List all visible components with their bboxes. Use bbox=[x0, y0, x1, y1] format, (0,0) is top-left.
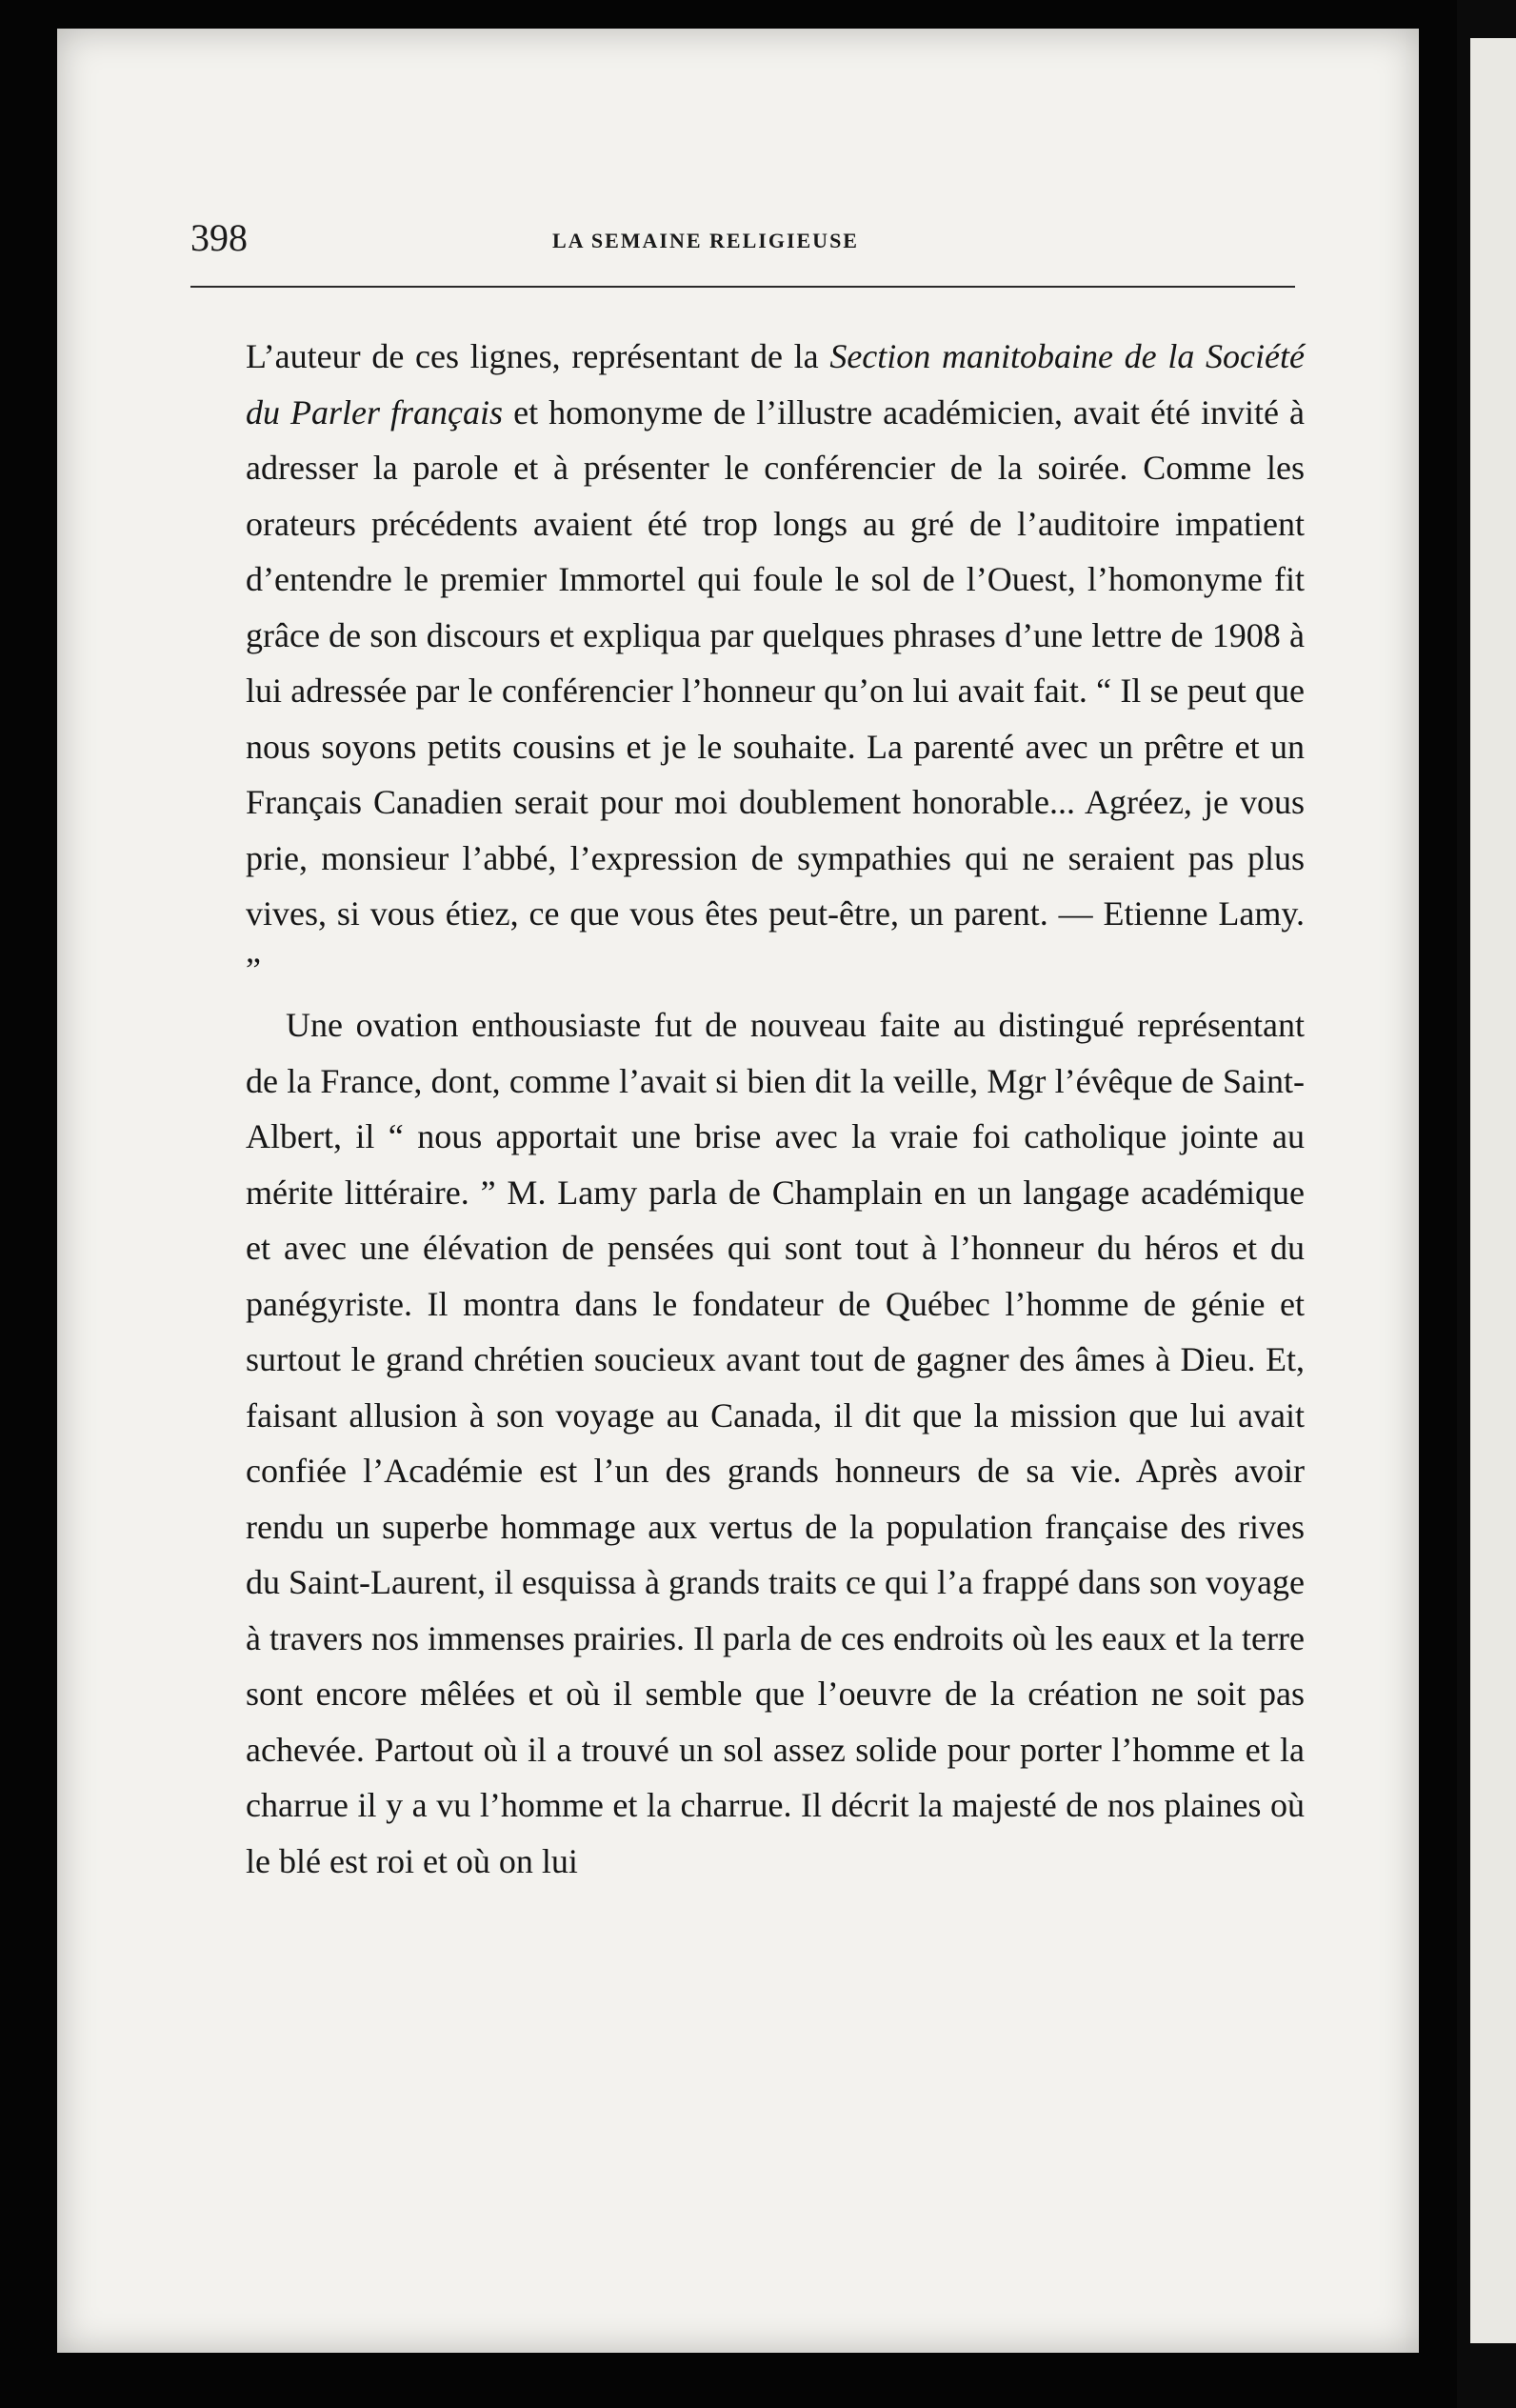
facing-page-edge bbox=[1457, 0, 1516, 2408]
page-number: 398 bbox=[190, 216, 248, 259]
page-header bbox=[190, 215, 1295, 272]
running-head: LA SEMAINE RELIGIEUSE bbox=[552, 229, 859, 252]
body-text bbox=[246, 329, 1305, 1889]
paragraph-1-lead: L’auteur de ces lignes, représentant de la bbox=[246, 337, 830, 375]
facing-page-sliver bbox=[1470, 38, 1516, 2343]
paragraph-1-italic: Section manitobaine de la Société du Parler français bbox=[246, 337, 1305, 431]
paragraph-1-rest: et homonyme de l’illustre académicien, avait été invité à adresser la parole et à présenter le conférencier de la soirée. Comme les orateurs précédents avaient été trop longs au gré de l’auditoire impatient d’entendre le premier Immortel qui foule le sol de l’Ouest, l’homonyme fit grâce de son discours et expliqua par quelques phrases d’une lettre de 1908 à lui adressée par le conférencier l’honneur qu’on lui avait fait. “ Il se peut que nous soyons petits cousins et je le souhaite. La parenté avec un prêtre et un Français Canadien serait pour moi doublement honorable... Agréez, je vous prie, monsieur l’abbé, l’expression de sympathies qui ne seraient pas plus vives, si vous étiez, ce que vous êtes peut-être, un parent. — Etienne Lamy. ” bbox=[246, 392, 1305, 989]
paragraph-1 bbox=[246, 329, 1305, 997]
paragraph-2: Une ovation enthousiaste fut de nouveau faite au distingué représentant de la France, dont, comme l’avait si bien dit la veille, Mgr l’évêque de Saint-Albert, il “ nous apportait une brise avec la vraie foi catholique jointe au mérite littéraire. ” M. Lamy parla de Champlain en un langage académique et avec une élévation de pensées qui sont tout à l’honneur du héros et du panégyriste. Il montra dans le fondateur de Québec l’homme de génie et surtout le grand chrétien soucieux avant tout de gagner des âmes à Dieu. Et, faisant allusion à son voyage au Canada, il dit que la mission que lui avait confiée l’Académie est l’un des grands honneurs de sa vie. Après avoir rendu un superbe hommage aux vertus de la population française des rives du Saint-Laurent, il esquissa à grands traits ce qui l’a frappé dans son voyage à travers nos immenses prairies. Il parla de ces endroits où les eaux et la terre sont encore mêlées et où il semble que l’oeuvre de la création ne soit pas achevée. Partout où il a trouvé un sol assez solide pour porter l’homme et la charrue il y a vu l’homme et la charrue. Il décrit la majesté de nos plaines où le blé est roi et où on lui bbox=[246, 1006, 1305, 1880]
header-rule bbox=[190, 286, 1295, 288]
